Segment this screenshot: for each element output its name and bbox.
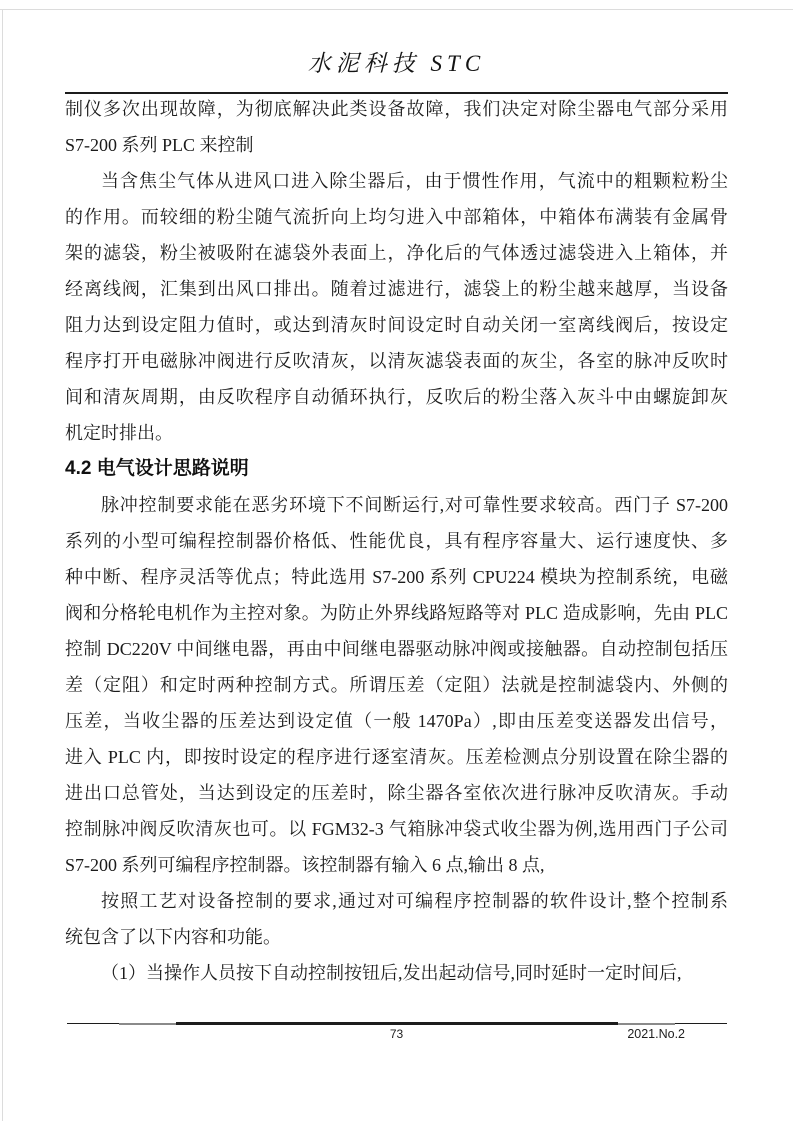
scan-edge-top [0,9,793,10]
footer-rule-segment [347,1022,447,1026]
body-line: 经离线阀，汇集到出风口排出。随着过滤进行，滤袋上的粉尘越来越厚，当设备 [65,279,728,299]
footer-rule-segment [67,1023,119,1024]
footer-rule-segment [233,1022,290,1025]
body-line: 架的滤袋，粉尘被吸附在滤袋外表面上，净化后的气体透过滤袋进入上箱体，并 [65,243,728,263]
scan-edge-left [2,9,3,1121]
footer-rule-segment [618,1023,675,1025]
journal-title: 水泥科技 STC [307,51,486,76]
body-line: 进入 PLC 内，即按时设定的程序进行逐室清灰。压差检测点分别设置在除尘器的 [65,747,728,767]
body-line: 的作用。而较细的粉尘随气流折向上均匀进入中部箱体，中箱体布满装有金属骨 [65,207,728,227]
body-line: 压差，当收尘器的压差达到设定值（一般 1470Pa）,即由压差变送器发出信号， [65,711,728,731]
body-line: 种中断、程序灵活等优点；特此选用 S7-200 系列 CPU224 模块为控制系统，电磁 [65,567,728,587]
body-line: （1）当操作人员按下自动控制按钮后,发出起动信号,同时延时一定时间后, [101,963,682,983]
footer-rule-segment [447,1022,504,1025]
footer-rule-segment [561,1022,618,1024]
footer-rule-segment [290,1022,347,1025]
body-line: 系列的小型可编程控制器价格低、性能优良，具有程序容量大、运行速度快、多 [65,531,728,551]
body-line: 间和清灰周期，由反吹程序自动循环执行，反吹后的粉尘落入灰斗中由螺旋卸灰 [65,387,728,407]
footer-rule-segment [176,1022,233,1024]
issue-label: 2021.No.2 [627,1027,685,1041]
page-number: 73 [389,1027,404,1041]
body-line: 进出口总管处，当达到设定的压差时，除尘器各室依次进行脉冲反吹清灰。手动 [65,783,728,803]
body-line: 当含焦尘气体从进风口进入除尘器后，由于惯性作用，气流中的粗颗粒粉尘 [101,171,728,191]
footer-rule-segment [675,1023,727,1024]
article-body [65,91,728,991]
body-line: 阻力达到设定阻力值时，或达到清灰时间设定时自动关闭一室离线阀后，按设定 [65,315,728,335]
body-line: 制仪多次出现故障，为彻底解决此类设备故障，我们决定对除尘器电气部分采用 [65,99,728,119]
body-line: 脉冲控制要求能在恶劣环境下不间断运行,对可靠性要求较高。西门子 S7-200 [101,495,728,515]
body-line: 机定时排出。 [65,423,173,443]
body-line: 统包含了以下内容和功能。 [65,927,281,947]
body-line: 控制 DC220V 中间继电器，再由中间继电器驱动脉冲阀或接触器。自动控制包括压 [65,639,728,659]
body-line: 程序打开电磁脉冲阀进行反吹清灰，以清灰滤袋表面的灰尘，各室的脉冲反吹时 [65,351,728,371]
body-line: S7-200 系列可编程序控制器。该控制器有输入 6 点,输出 8 点, [65,855,545,875]
footer-rule-segment [119,1023,176,1025]
section-heading: 4.2 电气设计思路说明 [65,458,249,479]
body-line: 控制脉冲阀反吹清灰也可。以 FGM32-3 气箱脉冲袋式收尘器为例,选用西门子公司 [65,819,728,839]
footer-rule-segment [504,1022,561,1025]
body-line: 差（定阻）和定时两种控制方式。所谓压差（定阻）法就是控制滤袋内、外侧的 [65,675,728,695]
body-line: 按照工艺对设备控制的要求,通过对可编程序控制器的软件设计,整个控制系 [101,891,728,911]
body-line: S7-200 系列 PLC 来控制 [65,135,254,155]
body-line: 阀和分格轮电机作为主控对象。为防止外界线路短路等对 PLC 造成影响，先由 PLC [65,603,728,623]
